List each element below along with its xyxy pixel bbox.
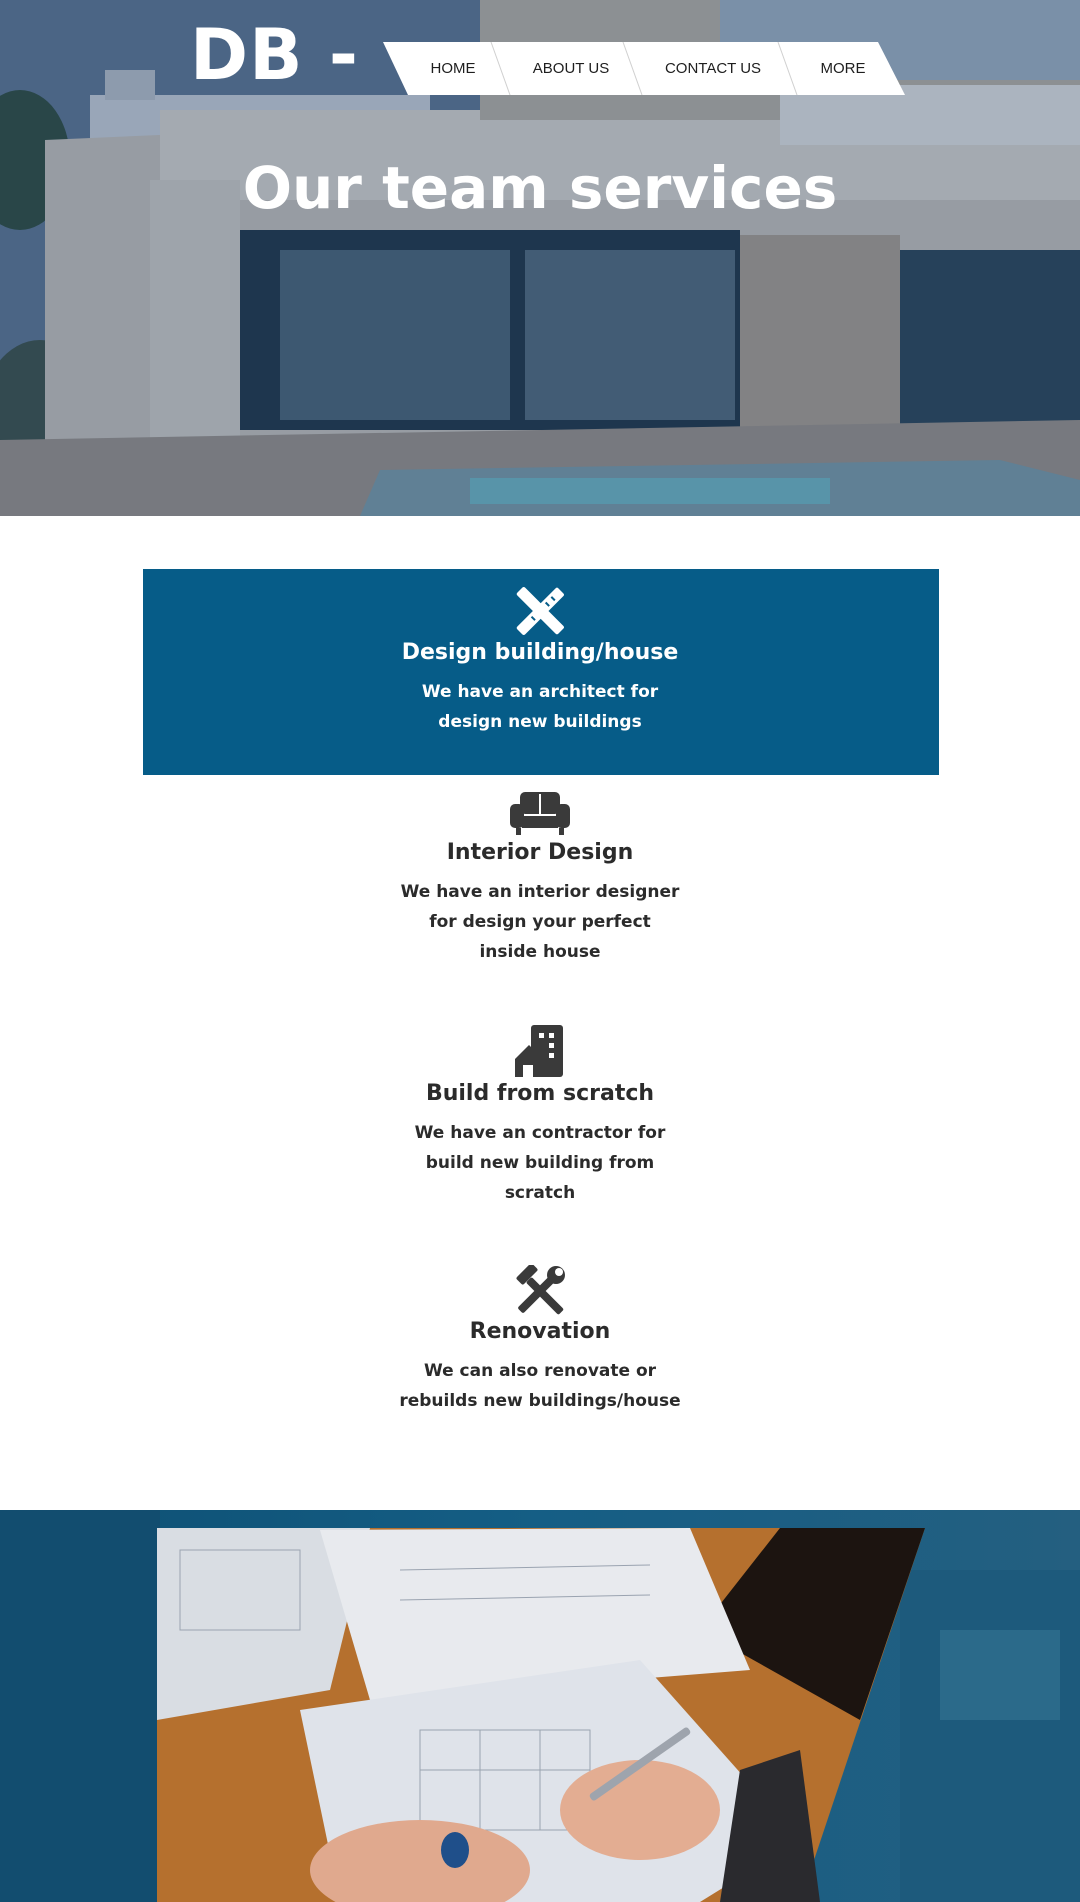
- service-title: Build from scratch: [425, 1081, 655, 1106]
- service-title: Interior Design: [446, 840, 634, 865]
- nav-contact-us[interactable]: CONTACT US: [664, 60, 762, 77]
- service-description: We have an architect for design new buildings: [421, 682, 659, 732]
- nav-more[interactable]: MORE: [820, 60, 866, 77]
- nav-home[interactable]: HOME: [430, 60, 476, 77]
- service-description: We have an interior designer for design your perfect inside house: [400, 882, 680, 962]
- tools-icon: [514, 1265, 566, 1315]
- service-title: Renovation: [469, 1319, 611, 1344]
- main-nav: [383, 42, 905, 95]
- site-logo[interactable]: DB -: [190, 14, 359, 96]
- service-renovation: [0, 1265, 1080, 1416]
- couch-icon: [510, 790, 570, 836]
- service-design-building: [0, 586, 1080, 737]
- service-build-from-scratch: [0, 1025, 1080, 1208]
- building-icon: [515, 1025, 565, 1077]
- blueprint-section: [0, 1510, 1080, 1902]
- hero-title: Our team services: [242, 154, 838, 222]
- hero-section: [0, 0, 1080, 516]
- nav-about-us[interactable]: ABOUT US: [532, 60, 610, 77]
- ruler-pencil-icon: [515, 586, 565, 636]
- service-description: We can also renovate or rebuilds new buildings/house: [399, 1361, 681, 1411]
- service-description: We have an contractor for build new building from scratch: [414, 1123, 666, 1203]
- blueprint-image: [0, 1510, 1080, 1902]
- service-title: Design building/house: [401, 640, 679, 665]
- service-interior-design: [0, 790, 1080, 967]
